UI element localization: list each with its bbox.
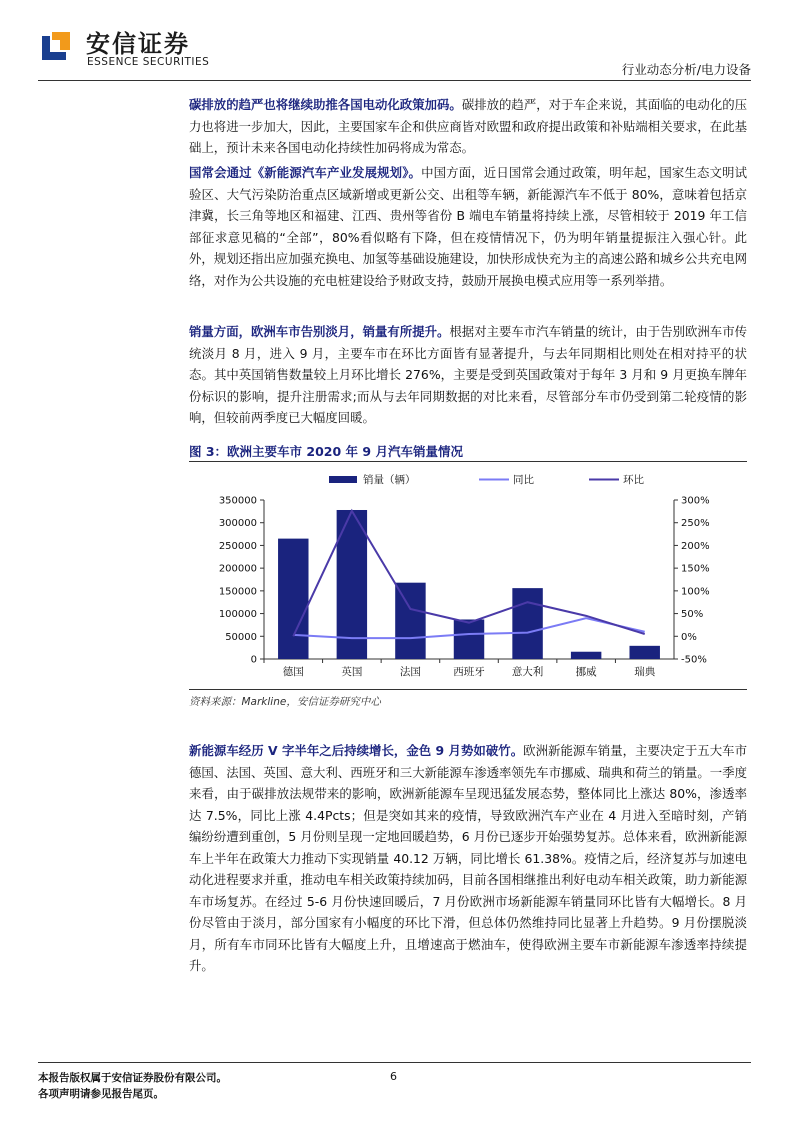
- footer-copyright: 本报告版权属于安信证券股份有限公司。: [38, 1072, 227, 1084]
- logo-chinese-name: 安信证券: [86, 30, 190, 58]
- x-tick-label: 瑞典: [634, 666, 656, 678]
- paragraph-lead: 国常会通过《新能源汽车产业发展规划》。: [189, 165, 422, 180]
- paragraph-lead: 碳排放的趋严也将继续助推各国电动化政策加码。: [189, 97, 462, 112]
- bar-德国: [278, 539, 308, 659]
- bar-瑞典: [629, 646, 659, 659]
- legend-label-销量（辆）: 销量（辆）: [363, 474, 416, 486]
- paragraph-body: 中国方面，近日国常会通过政策，明年起，国家生态文明试验区、大气污染防治重点区域新增或更新公交、出租等车辆，新能源汽车不低于 80%，意味着包括京津冀，长三角等地区和福建、江西、贵州等省份 B 端电车销量将持续上涨，尽管相较于 2019 年工信部征求意见稿的“全部”，80%看似略有下降，但在疫情情况下，仍为明年销量提振注入强心针。此外，规划还指出应加强充换电、加氢等基础设施建设，加快形成快充为主的高速公路和城乡公共充电网络，对作为公共设施的充电桩建设给予财政支持，鼓励开展换电模式应用等一系列举措。: [189, 165, 747, 288]
- essence-logo-icon: [38, 28, 74, 64]
- y-right-tick-label: 100%: [681, 586, 710, 598]
- bar-挪威: [571, 652, 601, 659]
- paragraph-lead: 销量方面，欧洲车市告别淡月，销量有所提升。: [189, 324, 450, 339]
- sales-chart: [189, 465, 747, 687]
- y-right-tick-label: 150%: [681, 563, 710, 575]
- paragraph-state-council: [189, 162, 747, 291]
- footer-disclaimer: 各项声明请参见报告尾页。: [38, 1088, 164, 1100]
- paragraph-emission: [189, 94, 747, 159]
- y-left-tick-label: 50000: [225, 631, 257, 643]
- x-tick-label: 挪威: [575, 666, 597, 678]
- paragraph-body: 碳排放的趋严，对于车企来说，其面临的电动化的压力也将进一步加大，因此，主要国家车企和供应商皆对欧盟和政府提出政策和补贴端相关要求，在此基础上，预计未来各国电动化持续性加码将成为常态。: [189, 97, 748, 155]
- paragraph-lead: 新能源车经历 V 字半年之后持续增长，金色 9 月势如破竹。: [189, 743, 524, 758]
- page-number: 6: [390, 1070, 397, 1083]
- legend-label-环比: 环比: [623, 474, 644, 486]
- x-tick-label: 英国: [341, 666, 363, 678]
- y-right-tick-label: 200%: [681, 540, 710, 552]
- logo-english-name: ESSENCE SECURITIES: [87, 56, 210, 68]
- bar-西班牙: [454, 619, 484, 659]
- legend-label-同比: 同比: [513, 474, 534, 486]
- y-left-tick-label: 300000: [218, 518, 257, 530]
- figure-title: 图 3：欧洲主要车市 2020 年 9 月汽车销量情况: [189, 444, 463, 459]
- paragraph-sales: [189, 321, 747, 429]
- y-right-tick-label: 0%: [681, 631, 697, 643]
- y-right-tick-label: 50%: [681, 609, 704, 621]
- y-left-tick-label: 200000: [218, 563, 257, 575]
- bar-意大利: [512, 588, 542, 659]
- x-tick-label: 西班牙: [453, 666, 485, 678]
- figure-bottom-rule: [189, 689, 747, 690]
- y-left-tick-label: 100000: [218, 609, 257, 621]
- report-category: 行业动态分析/电力设备: [621, 62, 751, 77]
- x-tick-label: 法国: [399, 666, 421, 678]
- y-left-tick-label: 250000: [218, 540, 257, 552]
- x-tick-label: 意大利: [511, 666, 544, 678]
- figure-top-rule: [189, 461, 747, 462]
- y-left-tick-label: 0: [250, 654, 257, 666]
- y-right-tick-label: 250%: [681, 518, 710, 530]
- y-left-tick-label: 350000: [218, 495, 257, 507]
- footer-divider: [38, 1062, 751, 1063]
- legend-swatch-销量（辆）: [329, 476, 357, 483]
- header-divider: [38, 80, 751, 81]
- x-tick-label: 德国: [282, 666, 304, 678]
- page-header: [0, 0, 793, 80]
- y-right-tick-label: -50%: [681, 654, 707, 666]
- paragraph-body: 根据对主要车市汽车销量的统计，由于告别欧洲车市传统淡月 8 月，进入 9 月，主要车市在环比方面皆有显著提升，与去年同期相比则处在相对持平的状态。其中英国销售数量较上月环比增长 276%，主要是受到英国政策对于每年 3 月和 9 月更换车牌年份标识的影响，提升注册需求;而从与去年同期数据的对比来看，尽管部分车市仍受到第二轮疫情的影响，但较前两季度已大幅度回暖。: [189, 324, 748, 425]
- bar-法国: [395, 583, 425, 659]
- paragraph-nev: [189, 740, 747, 977]
- y-left-tick-label: 150000: [218, 586, 257, 598]
- figure-source: 资料来源：Markline，安信证券研究中心: [189, 696, 381, 708]
- y-right-tick-label: 300%: [681, 495, 710, 507]
- paragraph-body: 欧洲新能源车销量，主要决定于五大车市德国、法国、英国、意大利、西班牙和三大新能源车渗透率领先车市挪威、瑞典和荷兰的销量。一季度来看，由于碳排放法规带来的影响，欧洲新能源车呈现迅猛发展态势，整体同比上涨达 80%，渗透率达 7.5%，同比上涨 4.4Pcts；但是突如其来的疫情，导致欧洲汽车产业在 4 月进入至暗时刻，产销编纷纷遭到重创，5 月份则呈现一定地回暖趋势，6 月份已逐步开始强势复苏。总体来看，欧洲新能源车上半年在政策大力推动下实现销量 40.12 万辆，同比增长 61.38%。疫情之后，经济复苏与加速电动化进程要求并重，推动电车相关政策持续加码，目前各国相继推出利好电动车相关政策，助力新能源车市场复苏。在经过 5-6 月份快速回暖后，7 月份欧洲市场新能源车销量同环比皆有大幅增长。8 月份尽管由于淡月，部分国家有小幅度的环比下滑，但总体仍然维持同比显著上升趋势。9 月份摆脱淡月，所有车市同环比皆有大幅度上升，且增速高于燃油车，使得欧洲主要车市新能源车渗透率持续提升。: [189, 743, 748, 973]
